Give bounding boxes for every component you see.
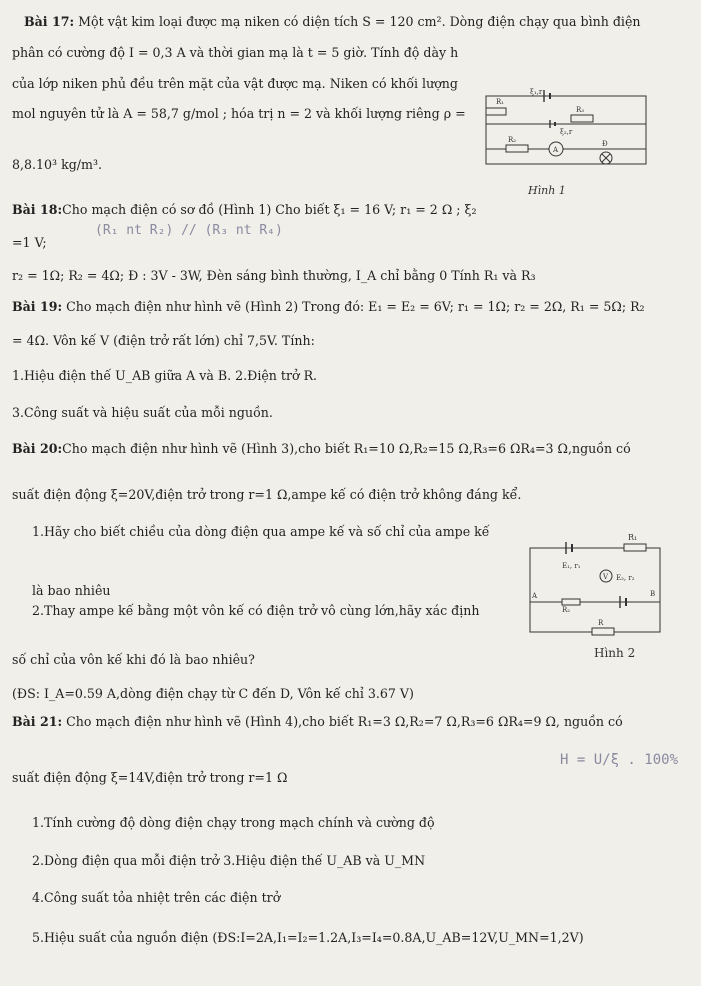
- handwritten-formula: H = U/ξ . 100%: [560, 752, 679, 768]
- fig1-label-r2: R₂: [508, 136, 517, 144]
- fig1-label-ammeter: A: [553, 146, 559, 154]
- fig2-label-e2: E₂, r₂: [616, 574, 635, 582]
- text-line: (ĐS: I_A=0.59 A,dòng điện chạy từ C đến D, Vôn kế chỉ 3.67 V): [12, 686, 414, 701]
- text-line: 3.Công suất và hiệu suất của mỗi nguồn.: [12, 405, 273, 420]
- text-line: Bài 20:Cho mạch điện như hình vẽ (Hình 3),cho biết R₁=10 Ω,R₂=15 Ω,R₃=6 ΩR₄=3 Ω,nguồn có: [12, 441, 631, 456]
- fig2-label-voltmeter: V: [603, 573, 609, 581]
- fig2-label-b: B: [650, 590, 656, 598]
- fig1-label-r3: R₃: [576, 106, 585, 114]
- handwritten-note: (R₁ nt R₂) // (R₃ nt R₄): [95, 223, 283, 238]
- text-line: của lớp niken phủ đều trên mặt của vật được mạ. Niken có khối lượng: [12, 76, 458, 91]
- text-line: 1.Hiệu điện thế U_AB giữa A và B. 2.Điện trở R.: [12, 368, 318, 383]
- text-line: suất điện động ξ=20V,điện trở trong r=1 Ω,ampe kế có điện trở không đáng kể.: [12, 487, 522, 502]
- text-line: mol nguyên tử là A = 58,7 g/mol ; hóa trị n = 2 và khối lượng riêng ρ =: [12, 106, 466, 121]
- text-line: =1 V;: [12, 235, 47, 250]
- fig2-label-a: A: [532, 592, 538, 600]
- text-line: 5.Hiệu suất của nguồn điện (ĐS:I=2A,I₁=I₂=1.2A,I₃=I₄=0.8A,U_AB=12V,U_MN=1,2V): [32, 930, 584, 945]
- fig2-label-r: R: [598, 619, 604, 627]
- fig2-label-e1: E₁, r₁: [562, 562, 581, 570]
- fig1-label-lamp: Đ: [602, 140, 608, 148]
- figure-1-caption: Hình 1: [528, 184, 566, 197]
- text-line: 2.Thay ampe kế bằng một vôn kế có điện trở vô cùng lớn,hãy xác định: [32, 603, 480, 618]
- text-line: Bài 19: Cho mạch điện như hình vẽ (Hình 2) Trong đó: E₁ = E₂ = 6V; r₁ = 1Ω; r₂ = 2Ω, R₁ = 5Ω; R₂: [12, 299, 645, 314]
- text-line: Bài 18:Cho mạch điện có sơ đồ (Hình 1) Cho biết ξ₁ = 16 V; r₁ = 2 Ω ; ξ₂: [12, 202, 477, 217]
- text-line: r₂ = 1Ω; R₂ = 4Ω; Đ : 3V - 3W, Đèn sáng bình thường, I_A chỉ bằng 0 Tính R₁ và R₃: [12, 268, 536, 283]
- text-line: 4.Công suất tỏa nhiệt trên các điện trở: [32, 890, 281, 905]
- text-line: suất điện động ξ=14V,điện trở trong r=1 Ω: [12, 770, 288, 785]
- text-line: 8,8.10³ kg/m³.: [12, 157, 103, 172]
- fig1-label-source2: ξ₂,r: [560, 128, 573, 136]
- text-line: số chỉ của vôn kế khi đó là bao nhiêu?: [12, 652, 255, 667]
- figure-1-circuit: [466, 84, 666, 176]
- text-line: = 4Ω. Vôn kế V (điện trở rất lớn) chỉ 7,5V. Tính:: [12, 333, 315, 348]
- text-line: là bao nhiêu: [32, 583, 111, 598]
- text-line: Bài 17: Một vật kim loại được mạ niken có diện tích S = 120 cm². Dòng điện chạy qua bình điện: [24, 14, 641, 29]
- text-line: 2.Dòng điện qua mỗi điện trở 3.Hiệu điện thế U_AB và U_MN: [32, 853, 426, 868]
- fig2-label-r2: R₂: [562, 606, 571, 614]
- text-line: 1.Hãy cho biết chiều của dòng điện qua ampe kế và số chỉ của ampe kế: [32, 524, 490, 539]
- fig1-label-r1: R₁: [496, 98, 505, 106]
- fig1-label-source1: ξ₁,r: [530, 88, 543, 96]
- figure-2-caption: Hình 2: [594, 646, 636, 660]
- text-line: phân có cường độ I = 0,3 A và thời gian mạ là t = 5 giờ. Tính độ dày h: [12, 45, 459, 60]
- figure-2-circuit: [522, 528, 672, 638]
- text-line: Bài 21: Cho mạch điện như hình vẽ (Hình 4),cho biết R₁=3 Ω,R₂=7 Ω,R₃=6 ΩR₄=9 Ω, nguồn có: [12, 714, 623, 729]
- fig2-label-r1: R₁: [628, 533, 638, 542]
- text-line: 1.Tính cường độ dòng điện chạy trong mạch chính và cường độ: [32, 815, 435, 830]
